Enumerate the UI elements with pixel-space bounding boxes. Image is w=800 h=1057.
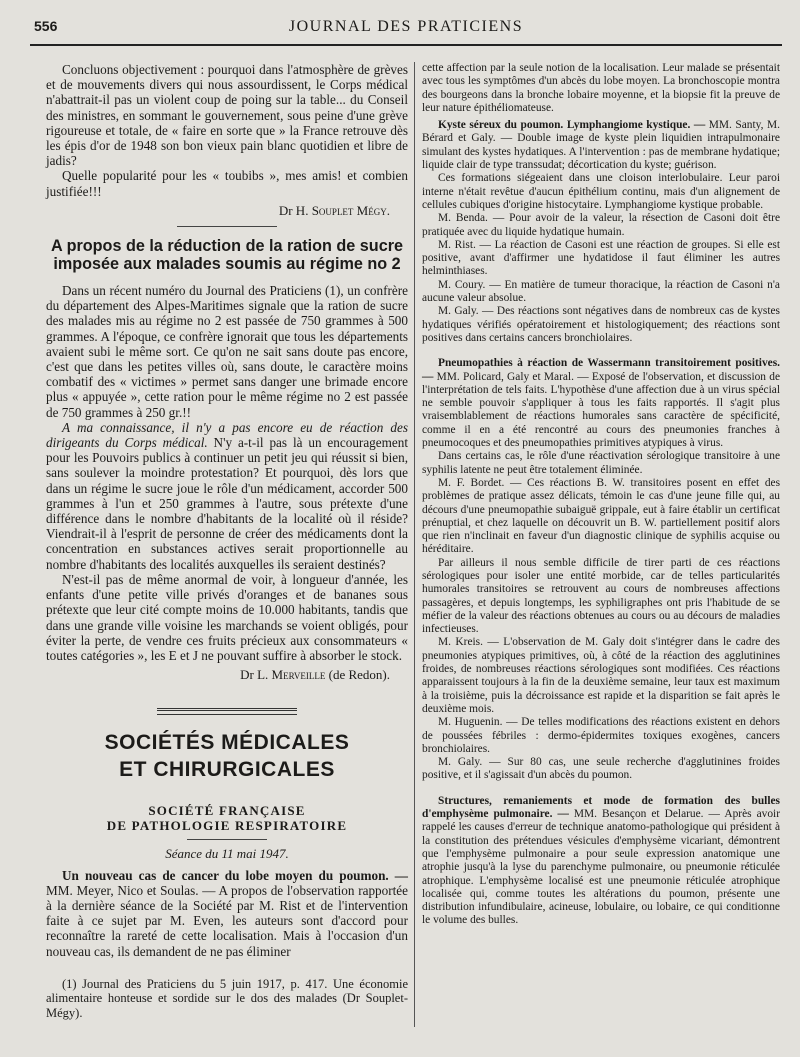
page-header <box>30 14 782 44</box>
society-name: SOCIÉTÉ FRANÇAISE DE PATHOLOGIE RESPIRATOIRE <box>106 803 348 834</box>
intro-paragraph-2: Quelle popularité pour les « toubibs », mes amis! et combien justifiée!!! <box>46 168 408 199</box>
bordet-paragraph: M. F. Bordet. — Ces réactions B. W. transitoires posent en effet des problèmes de pratique assez délicats, témoin le cas d'une jeune fille qui, au décours d'une pneumopathie subaiguë grippale, eut à faire établir un certificat prénuptial, et chez laquelle on découvrit un B. W. partiellement positif alors que rien n'inclinait en faveur d'un diagnostic clinique de syphilis acquise ou héréditaire. <box>422 476 780 556</box>
article-paragraph-2: A ma connaissance, il n'y a pas encore eu de réaction des dirigeants du Corps médical. N'y a-t-il pas là un encouragement pour les Pouvoirs publics à continuer un petit jeu qui réussit si bien, sans soulever la moindre protestation? Et pourquoi, dès lors que dans un régime le sucre joue le rôle d'un médicament, accorder 500 grammes à l'un et 250 grammes à l'autre, sous prétexte d'une différence dans le nombre d'habitants de la localité où il réside? Viendrait-il à l'esprit de personne de créer des médicaments dont la concentration en substances actives serait proportionnelle au nombre d'habitants des localités auxquelles ils seraient destinés? <box>46 419 408 572</box>
rist-paragraph: M. Rist. — La réaction de Casoni est une réaction de groupes. Si elle est positive, avant d'affirmer une hydatidose il faut éliminer les autres helminthiases. <box>422 238 780 278</box>
kyste-paragraph: Kyste séreux du poumon. Lymphangiome kystique. — MM. Santy, M. Bérard et Galy. — Double image de kyste plein liquidien intrapulmonaire simulant des kystes hydatiques. A l'intervention : pas de membrane hydatique; liquide clair de type transsudat; décortication du kyste; guérison. <box>422 119 780 172</box>
right-column <box>422 62 780 928</box>
left-column <box>46 62 408 1020</box>
journal-title: JOURNAL DES PRATICIENS <box>288 18 524 35</box>
galy-paragraph-2: M. Galy. — Sur 80 cas, une seule recherche d'agglutinines froides positive, et il s'agissait d'un abcès du poumon. <box>422 756 780 782</box>
column-divider <box>414 62 415 1027</box>
double-rule <box>157 708 297 715</box>
header-rule <box>30 44 782 46</box>
signature-merveille: Dr L. Merveille (de Redon). <box>240 667 390 683</box>
footnote: (1) Journal des Praticiens du 5 juin 1917, p. 417. Une économie alimentaire honteuse et sordide sur le dos des malades (Dr Souplet-Mégy). <box>46 976 408 1020</box>
coury-paragraph: M. Coury. — En matière de tumeur thoracique, la réaction de Casoni n'a aucune valeur absolue. <box>422 278 780 305</box>
article-paragraph-1: Dans un récent numéro du Journal des Praticiens (1), un confrère du département des Alpes-Maritimes signale que la ration de sucre des malades mis au régime no 2 est passée de 750 grammes à 500 grammes. A l'époque, ce confrère ignorait que tous les départements avaient subi le même sort. Ce qu'on ne sait sans doute pas encore, c'est que dans les petites villes où, sans doute, le caractère moins combatif des « victimes » permet sans danger une brimade encore plus « appuyée », cette ration pour le même régime no 2 est passée de 750 grammes à 250 gr.!! <box>46 283 408 420</box>
kyste-paragraph-2: Ces formations siégeaient dans une cloison interlobulaire. Leur paroi interne n'était revêtue d'aucun épithélium continu, mais d'un alignement de cellules cubiques d'origine histocytaire. Lymphangiome kystique probable. <box>422 172 780 211</box>
session-date: Séance du 11 mai 1947. <box>165 846 289 862</box>
pneumo-paragraph-2: Dans certains cas, le rôle d'une réactivation sérologique transitoire à une syphilis latente ne peut être totalement éliminée. <box>422 450 780 476</box>
section-heading-societes: SOCIÉTÉS MÉDICALES ET CHIRURGICALES <box>104 731 350 782</box>
galy-paragraph: M. Galy. — Des réactions sont négatives dans de nombreux cas de kystes hydatiques vérifiés opératoirement et histologiquement; des réactions sont positives dans certains cancers bronchiolaires. <box>422 305 780 344</box>
cancer-paragraph: Un nouveau cas de cancer du lobe moyen du poumon. — MM. Meyer, Nico et Soulas. — A propos de l'observation rapportée à la dernière séance de la Société par M. Rist et de l'intervention faite à ce sujet par M. Even, les auteurs sont d'accord pour reconnaître la rareté de cette localisation. Mais à l'occasion d'un nouveau cas, ils demandent de ne pas éliminer <box>46 867 408 959</box>
article-paragraph-3: N'est-il pas de même anormal de voir, à longueur d'année, les enfants d'une petite ville privés d'oranges et de bananes sous prétexte que leur cité compte moins de 10.000 habitants, tandis que dans une grande ville voisine les marchands se voient obligés, pour éviter la perte, de vendre ces fruits précieux aux consommateurs « toutes catégories », les E et J ne pouvant suffire à absorber le stock. <box>46 571 408 663</box>
signature-souplet: Dr H. Souplet Mégy. <box>278 202 390 218</box>
pneumo-paragraph-4: Par ailleurs il nous semble difficile de tirer parti de ces réactions sérologiques pour isoler une entité morbide, car de telles particularités humorales transitoires se retrouvent au cours de nombreuses affections passagères, et depuis longtemps, les syphiligraphes ont pris l'habitude de se méfier de la valeur des réactions obtenues au cours ou au décours de maladies infectieuses. <box>422 556 780 636</box>
benda-paragraph: M. Benda. — Pour avoir de la valeur, la résection de Casoni doit être pratiquée avec du liquide hydatique humain. <box>422 212 780 238</box>
article-title: A propos de la réduction de la ration de sucre imposée aux malades soumis au régime no 2 <box>51 237 403 274</box>
pneumopathies-paragraph: Pneumopathies à réaction de Wassermann transitoirement positives. — MM. Policard, Galy et Maral. — Exposé de l'observation, et discussion de l'interprétation de tels faits. L'hypothèse d'une affection due à un virus spécial ne semble pouvoir s'appliquer à tous les faits rapportés. Il s'agit plus vraisemblablement de réactions humorales sans caractère de spécificité, comme il en a été rencontré au cours des pneumonies franches à pneumocoques et des pneumopathies primitives atypiques à virus. <box>422 357 780 450</box>
intro-paragraph-1: Concluons objectivement : pourquoi dans l'atmosphère de grèves et de mouvements divers qui nous assourdissent, le Corps médical n'abattrait-il pas un violent coup de poing sur la table... du Conseil des ministres, en sommant le gouvernement, sous peine d'une grève rigoureuse et totale, de « faire en sorte que » la France retrouve dès les épis d'or de 1948 son bon vieux pain blanc quotidien et libre de jadis? <box>46 62 408 169</box>
section-divider <box>177 226 277 227</box>
kreis-paragraph: M. Kreis. — L'observation de M. Galy doit s'intégrer dans le cadre des pneumonies atypiques primitives, où, à côté de la réaction des agglutinines froides, de nombreuses réactions sérologiques sont modifiées. Ces réactions apparaissent toujours à la fin de la deuxième semaine, leur taux est maximum à la troisième, puis la décroissance est rapide et la disparition se fait après le deuxième mois. <box>422 636 780 715</box>
society-rule <box>187 839 267 840</box>
continued-paragraph: cette affection par la seule notion de la localisation. Leur malade se présentait avec tous les symptômes d'un abcès du lobe moyen. La bronchoscopie montra des bourgeons dans la bronche lobaire moyenne, et la biopsie fit la preuve de leur nature épithéliomateuse. <box>422 62 780 114</box>
huguenin-paragraph: M. Huguenin. — De telles modifications des réactions existent en dehors de poussées fébriles : dermo-épidermites toxiques exogènes, cancers bronchiolaires. <box>422 716 780 755</box>
page-number: 556 <box>34 18 58 34</box>
structures-paragraph: Structures, remaniements et mode de formation des bulles d'emphysème pulmonaire. — MM. Besançon et Delarue. — Après avoir rappelé les causes d'erreur de technique anatomo-pathologique qui président à la constitution des prétendues vésicules d'emphysème vicariant, démontrent que l'emphysème pulmonaire a pour seule expression anatomique une atrophie jusqu'à la lyse du parenchyme pulmonaire, ou pneumonie réticulée atrophique. L'emphysème localisé est une pneumonie réticulée atrophique localisée qui, comme toutes les altérations du poumon, présente une distribution infundibulaire, acineuse, lobulaire, ou lobaire, ce qui conditionne le volume des bulles. <box>422 794 780 927</box>
